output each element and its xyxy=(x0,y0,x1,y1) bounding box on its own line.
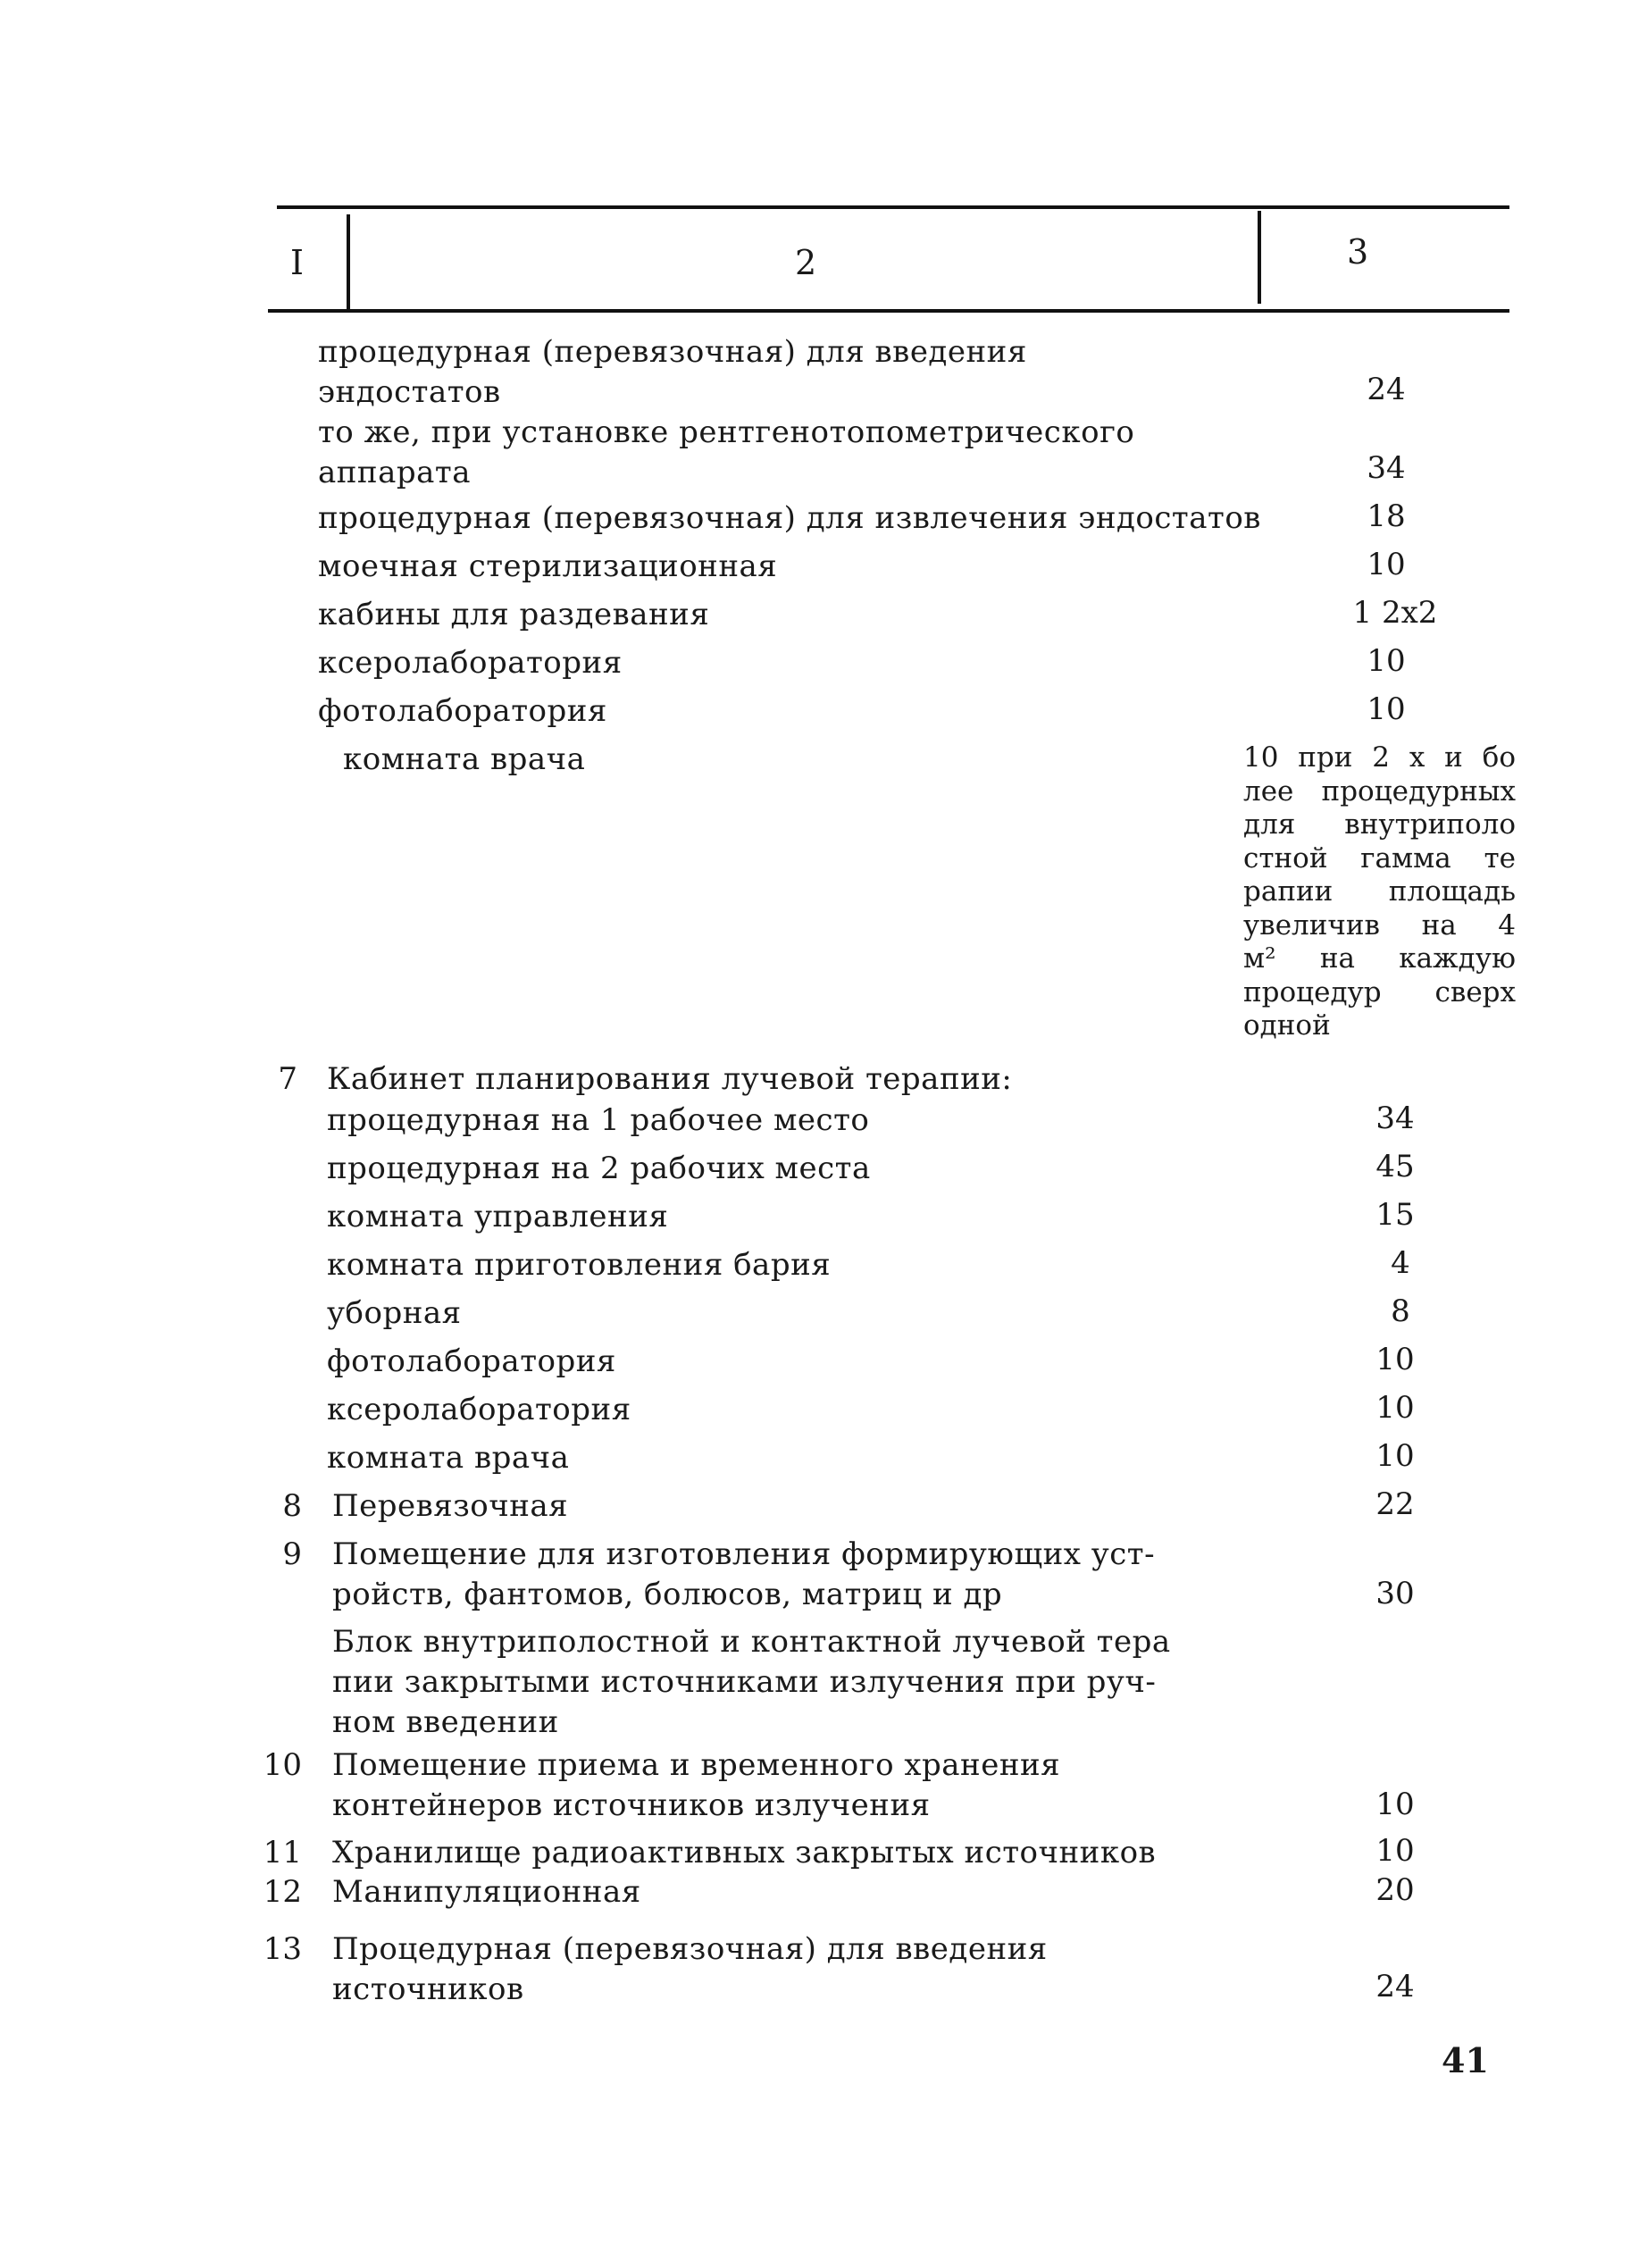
row-intro-3-value: 18 xyxy=(1367,498,1406,534)
item-13-label: Процедурная (перевязочная) для введения источников xyxy=(332,1931,1048,2007)
section-7-item-3: комната управления xyxy=(327,1199,669,1234)
row-intro-3: процедурная (перевязочная) для извлечения эндостатов xyxy=(318,500,1261,536)
item-11-label: Хранилище радиоактивных закрытых источников xyxy=(332,1835,1157,1870)
item-10-value: 10 xyxy=(1375,1787,1415,1822)
row-intro-6-value: 10 xyxy=(1367,643,1406,679)
section-7-item-3-value: 15 xyxy=(1375,1197,1415,1233)
section-7-item-4: комната приготовления бария xyxy=(327,1247,832,1283)
header-col-divider-2 xyxy=(1258,211,1261,304)
section-7-item-1: процедурная на 1 рабочее место xyxy=(327,1102,870,1138)
item-11-number: 11 xyxy=(263,1835,302,1870)
item-12-value: 20 xyxy=(1375,1872,1415,1908)
doctor-room-note: 10 при 2 х и бо лее процедурных для внутриполо стной гамма те рапии площадь увеличив на 4 м² на каждую процедур сверх одной xyxy=(1243,741,1516,1042)
row-intro-4-value: 10 xyxy=(1367,547,1406,582)
item-12-label: Манипуляционная xyxy=(332,1874,641,1910)
section-7-item-7-value: 10 xyxy=(1375,1390,1415,1426)
row-intro-6: ксеролаборатория xyxy=(318,645,623,681)
item-8-value: 22 xyxy=(1375,1486,1415,1522)
row-intro-8: комната врача xyxy=(343,741,586,777)
header-col-divider-1 xyxy=(347,214,350,309)
row-intro-5: кабины для раздевания xyxy=(318,597,710,632)
item-9-number: 9 xyxy=(282,1536,302,1572)
section-7-item-1-value: 34 xyxy=(1375,1101,1415,1136)
row-intro-1-value: 24 xyxy=(1367,372,1406,407)
section-7-item-8: комната врача xyxy=(327,1440,570,1476)
section-7-item-6: фотолаборатория xyxy=(327,1343,616,1379)
item-11-value: 10 xyxy=(1375,1833,1415,1869)
item-9-value: 30 xyxy=(1375,1576,1415,1611)
header-bottom-rule xyxy=(268,309,1509,313)
row-intro-5-value: 1 2х2 xyxy=(1352,595,1438,631)
row-intro-7-value: 10 xyxy=(1367,691,1406,727)
item-8-number: 8 xyxy=(282,1488,302,1524)
row-intro-2: то же, при установке рентгенотопометрического аппарата xyxy=(318,414,1135,490)
section-7-item-5-value: 8 xyxy=(1391,1293,1410,1329)
page-number: 41 xyxy=(1442,2040,1489,2080)
item-13-value: 24 xyxy=(1375,1969,1415,2004)
header-col-1: I xyxy=(290,243,305,282)
row-intro-4: моечная стерилизационная xyxy=(318,548,778,584)
header-col-2: 2 xyxy=(795,243,817,282)
section-7-item-8-value: 10 xyxy=(1375,1438,1415,1474)
item-12-number: 12 xyxy=(263,1874,302,1910)
section-7-item-6-value: 10 xyxy=(1375,1342,1415,1377)
section-7-title: Кабинет планирования лучевой терапии: xyxy=(327,1061,1013,1097)
section-7-item-2: процедурная на 2 рабочих места xyxy=(327,1151,871,1186)
item-13-number: 13 xyxy=(263,1931,302,1967)
header-col-3: 3 xyxy=(1347,232,1369,272)
row-intro-2-value: 34 xyxy=(1367,450,1406,486)
section-7-item-5: уборная xyxy=(327,1295,462,1331)
section-7-item-7: ксеролаборатория xyxy=(327,1392,631,1427)
section-7-item-2-value: 45 xyxy=(1375,1149,1415,1184)
section-7-number: 7 xyxy=(278,1061,297,1097)
item-8-label: Перевязочная xyxy=(332,1488,569,1524)
item-10-number: 10 xyxy=(263,1747,302,1783)
item-10-label: Помещение приема и временного хранения контейнеров источников излучения xyxy=(332,1747,1061,1823)
block-heading: Блок внутриполостной и контактной лучевой тера пии закрытыми источниками излучения при руч- ном введении xyxy=(332,1624,1171,1740)
row-intro-7: фотолаборатория xyxy=(318,693,607,729)
row-intro-1: процедурная (перевязочная) для введения эндостатов xyxy=(318,334,1027,410)
item-9-label: Помещение для изготовления формирующих уст- ройств, фантомов, болюсов, матриц и др xyxy=(332,1536,1156,1612)
header-top-rule xyxy=(277,205,1509,209)
section-7-item-4-value: 4 xyxy=(1391,1245,1410,1281)
